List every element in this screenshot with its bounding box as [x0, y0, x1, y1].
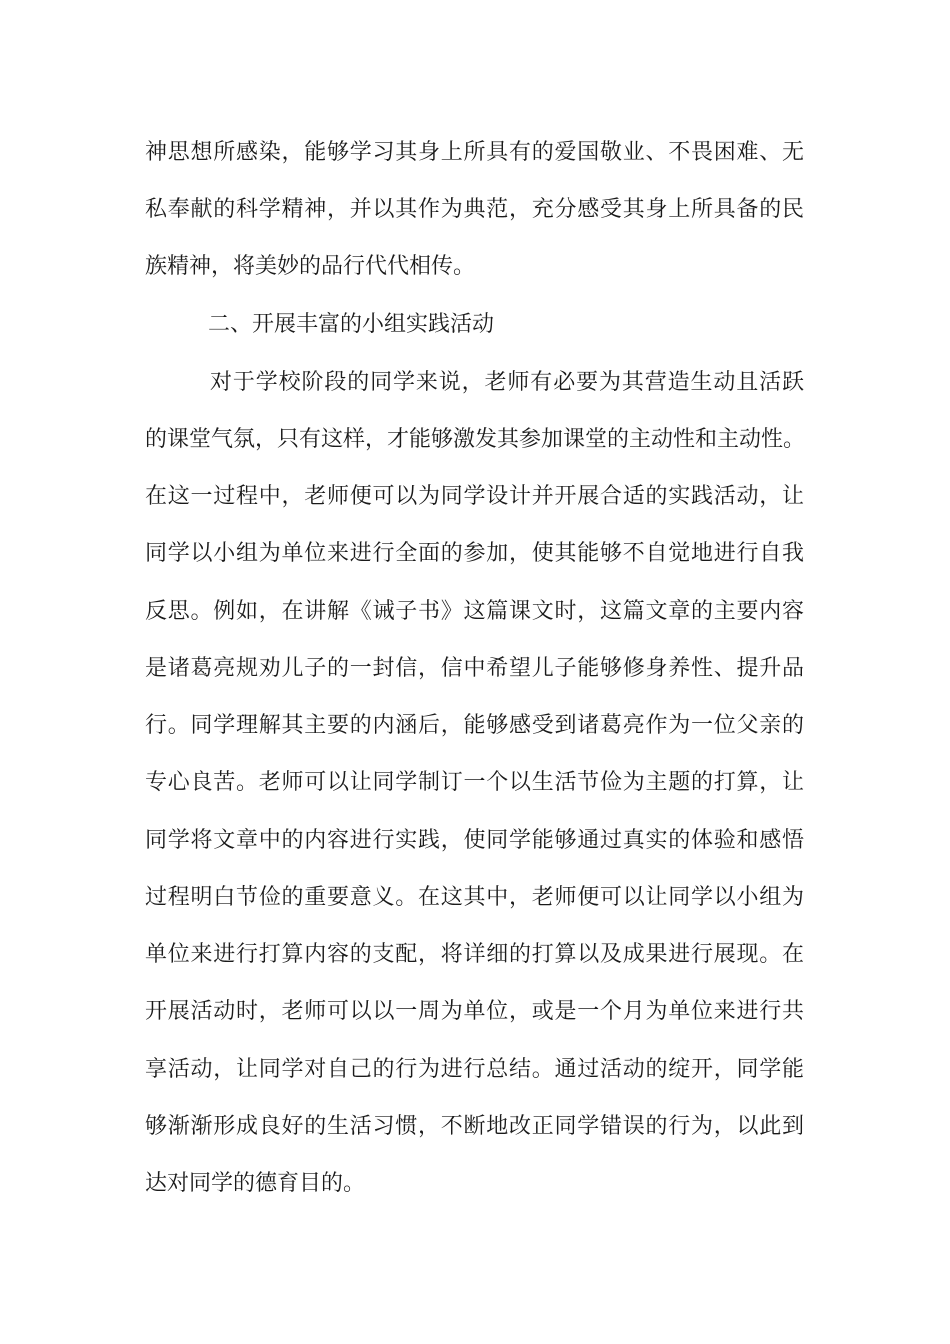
paragraph-line: 对于学校阶段的同学来说，老师有必要为其营造生动且活跃 — [210, 370, 804, 395]
paragraph-line: 开展活动时，老师可以以一周为单位，或是一个月为单位来进行共 — [145, 999, 804, 1024]
paragraph-line: 同学以小组为单位来进行全面的参加，使其能够不自觉地进行自我 — [145, 541, 804, 566]
paragraph-line: 神思想所感染，能够学习其身上所具有的爱国敬业、不畏困难、无 — [145, 140, 804, 165]
paragraph-line: 享活动，让同学对自己的行为进行总结。通过活动的绽开，同学能 — [145, 1057, 804, 1082]
paragraph-line: 单位来进行打算内容的支配，将详细的打算以及成果进行展现。在 — [145, 942, 804, 967]
paragraph-line: 族精神，将美妙的品行代代相传。 — [145, 254, 476, 279]
paragraph-line: 专心良苦。老师可以让同学制订一个以生活节俭为主题的打算，让 — [145, 770, 804, 795]
section-heading: 二、开展丰富的小组实践活动 — [208, 312, 495, 337]
paragraph-line: 过程明白节俭的重要意义。在这其中，老师便可以让同学以小组为 — [145, 885, 804, 910]
paragraph-line: 反思。例如，在讲解《诫子书》这篇课文时，这篇文章的主要内容 — [145, 599, 804, 624]
paragraph-line: 同学将文章中的内容进行实践，使同学能够通过真实的体验和感悟 — [145, 828, 804, 853]
paragraph-line: 的课堂气氛，只有这样，才能够激发其参加课堂的主动性和主动性。 — [145, 427, 806, 452]
paragraph-line: 私奉献的科学精神，并以其作为典范，充分感受其身上所具备的民 — [145, 197, 804, 222]
paragraph-line: 达对同学的德育目的。 — [145, 1171, 366, 1196]
paragraph-line: 够渐渐形成良好的生活习惯，不断地改正同学错误的行为，以此到 — [145, 1114, 804, 1139]
paragraph-line: 行。同学理解其主要的内涵后，能够感受到诸葛亮作为一位父亲的 — [145, 713, 804, 738]
paragraph-line: 是诸葛亮规劝儿子的一封信，信中希望儿子能够修身养性、提升品 — [145, 656, 804, 681]
paragraph-line: 在这一过程中，老师便可以为同学设计并开展合适的实践活动，让 — [145, 484, 804, 509]
